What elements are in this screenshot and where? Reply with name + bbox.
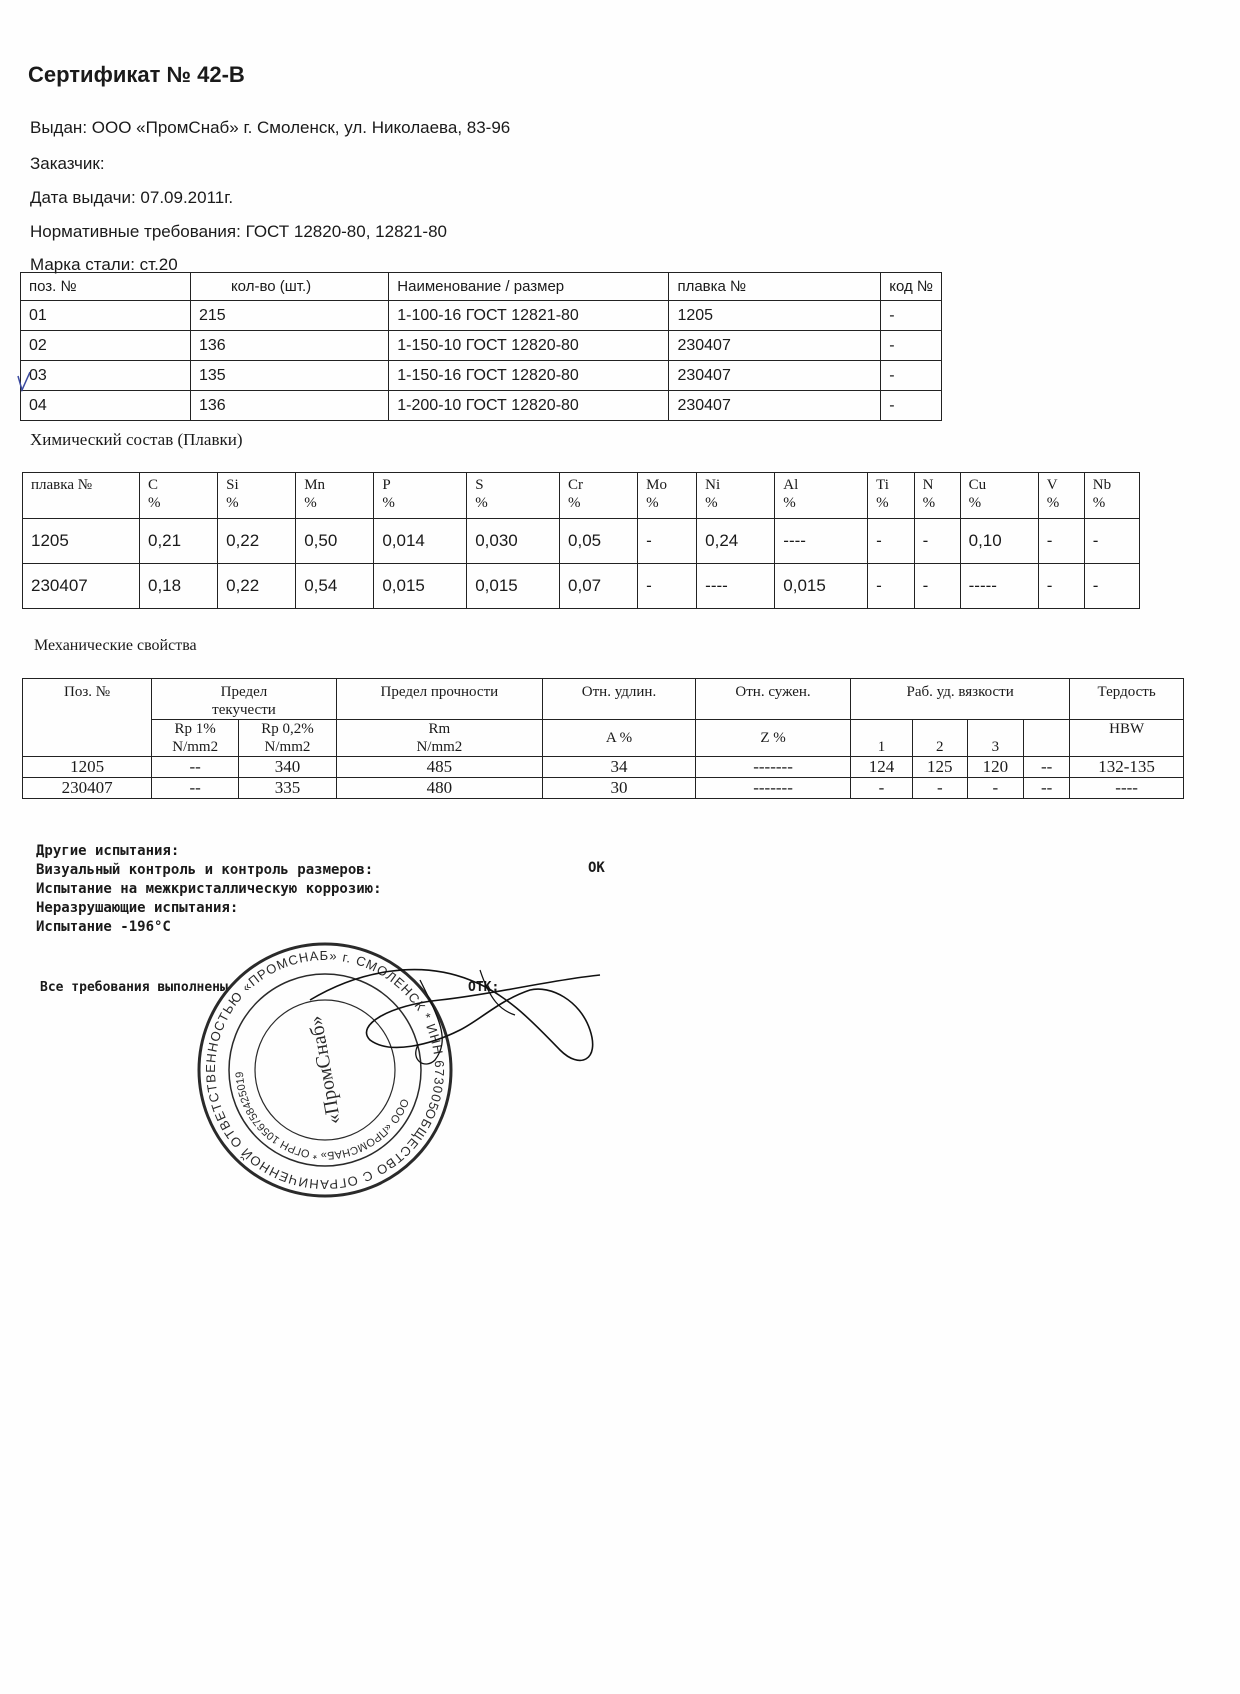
table-row	[21, 331, 942, 361]
table-cell: 0,05	[560, 519, 638, 564]
mech-section-title: Механические свойства	[34, 637, 197, 654]
mech-header-cell: Rp 0,2% N/mm2	[239, 720, 337, 757]
table-cell: 125	[912, 757, 967, 778]
cold-test-label: Испытание -196°С	[36, 919, 171, 935]
table-cell: 230407	[23, 778, 152, 799]
chem-header-row	[23, 473, 1140, 519]
table-cell: -	[881, 361, 942, 391]
requirements-met-label: Все требования выполнены	[40, 980, 228, 995]
table-cell: 340	[239, 757, 337, 778]
table-cell: 485	[336, 757, 542, 778]
table-cell: -	[1084, 564, 1139, 609]
chem-header-cell: Ni %	[697, 473, 775, 519]
chem-header-cell: S %	[467, 473, 560, 519]
table-cell: 30	[542, 778, 695, 799]
mech-header-cell: 2	[912, 720, 967, 757]
table-cell: 230407	[669, 391, 881, 421]
mech-header-cell: Rp 1% N/mm2	[152, 720, 239, 757]
table-cell: -	[638, 564, 697, 609]
table-cell: 0,07	[560, 564, 638, 609]
table-cell: 0,015	[467, 564, 560, 609]
table-cell: 480	[336, 778, 542, 799]
visual-control-result: ОК	[588, 860, 605, 876]
table-cell: 136	[190, 331, 388, 361]
svg-text:«ПромСнаб»: «ПромСнаб»	[304, 1014, 346, 1126]
chem-header-cell: Al %	[775, 473, 868, 519]
corrosion-test-label: Испытание на межкристаллическую коррозию:	[36, 881, 382, 897]
table-cell: 1-200-10 ГОСТ 12820-80	[389, 391, 669, 421]
chem-header-cell: P %	[374, 473, 467, 519]
mech-header-cell: Rm N/mm2	[336, 720, 542, 757]
table-cell: 0,22	[218, 519, 296, 564]
svg-text:ОБЩЕСТВО С ОГРАНИЧЕННОЙ ОТВЕТС: ОБЩЕСТВО С ОГРАНИЧЕННОЙ ОТВЕТСТВЕННОСТЬЮ «ПРОМСНАБ» г. СМОЛЕНСК * ИНН 6730058890	[202, 947, 448, 1193]
chem-header-cell: Cu %	[960, 473, 1038, 519]
chem-header-cell: Ti %	[868, 473, 914, 519]
mech-header-cell: HBW	[1070, 720, 1184, 757]
chem-header-cell: плавка №	[23, 473, 140, 519]
table-cell: 215	[190, 301, 388, 331]
table-cell: -	[881, 331, 942, 361]
table-cell: --	[152, 757, 239, 778]
svg-text:ООО «ПРОМСНАБ» * ОГРН 10567584: ООО «ПРОМСНАБ» * ОГРН 1056758425019	[233, 1071, 411, 1162]
chem-section-title: Химический состав (Плавки)	[30, 430, 243, 449]
table-row	[21, 391, 942, 421]
checkmark-icon	[16, 370, 32, 394]
table-cell: -	[881, 391, 942, 421]
table-cell: 34	[542, 757, 695, 778]
table-cell: -	[868, 519, 914, 564]
table-cell: 230407	[23, 564, 140, 609]
table-cell: 1205	[669, 301, 881, 331]
table-cell: 0,014	[374, 519, 467, 564]
table-row	[23, 757, 1184, 778]
mech-header-cell: A %	[542, 720, 695, 757]
items-table	[20, 272, 942, 421]
table-cell: 02	[21, 331, 191, 361]
table-row	[23, 778, 1184, 799]
steel-grade: Марка стали: ст.20	[30, 255, 178, 274]
table-cell: 0,015	[374, 564, 467, 609]
table-cell: -	[967, 778, 1024, 799]
table-cell: 0,015	[775, 564, 868, 609]
normative-requirements: Нормативные требования: ГОСТ 12820-80, 12821-80	[30, 222, 448, 241]
table-row	[21, 361, 942, 391]
table-cell: 135	[190, 361, 388, 391]
customer-label: Заказчик:	[30, 154, 105, 173]
table-row	[21, 301, 942, 331]
table-cell: -	[881, 301, 942, 331]
table-cell: -	[868, 564, 914, 609]
mech-header-cell: Предел прочности	[336, 679, 542, 720]
mech-header-cell	[1024, 720, 1070, 757]
table-cell: 230407	[669, 331, 881, 361]
table-row	[23, 519, 1140, 564]
table-cell: 0,10	[960, 519, 1038, 564]
chem-header-cell: Si %	[218, 473, 296, 519]
table-cell: --	[1024, 757, 1070, 778]
chem-header-cell: N %	[914, 473, 960, 519]
mech-header-cell: Z %	[696, 720, 851, 757]
mech-header-cell: Отн. удлин.	[542, 679, 695, 720]
mechanical-properties-table	[22, 678, 1184, 799]
table-cell: ----	[697, 564, 775, 609]
chem-header-cell: Nb %	[1084, 473, 1139, 519]
table-cell: -------	[696, 757, 851, 778]
items-header-row	[21, 273, 942, 301]
chemical-composition-table	[22, 472, 1140, 609]
table-cell: 335	[239, 778, 337, 799]
table-cell: 0,22	[218, 564, 296, 609]
chem-header-cell: Mo %	[638, 473, 697, 519]
table-cell: 0,50	[296, 519, 374, 564]
table-cell: -	[914, 519, 960, 564]
mech-header-cell: 1	[851, 720, 913, 757]
table-cell: 230407	[669, 361, 881, 391]
chem-header-cell: V %	[1038, 473, 1084, 519]
chem-header-cell: Mn %	[296, 473, 374, 519]
table-cell: -	[912, 778, 967, 799]
mech-header-cell: Раб. уд. вязкости	[851, 679, 1070, 720]
mech-header-cell: Отн. сужен.	[696, 679, 851, 720]
table-cell: -------	[696, 778, 851, 799]
table-cell: 0,24	[697, 519, 775, 564]
items-header-cell: кол-во (шт.)	[190, 273, 388, 301]
chem-header-cell: C %	[140, 473, 218, 519]
table-cell: -----	[960, 564, 1038, 609]
visual-control-label: Визуальный контроль и контроль размеров:	[36, 862, 374, 878]
items-header-cell: Наименование / размер	[389, 273, 669, 301]
table-cell: ----	[775, 519, 868, 564]
table-cell: 1-100-16 ГОСТ 12821-80	[389, 301, 669, 331]
ndt-label: Неразрушающие испытания:	[36, 900, 239, 916]
items-header-cell: код №	[881, 273, 942, 301]
table-cell: 1-150-10 ГОСТ 12820-80	[389, 331, 669, 361]
other-tests-title: Другие испытания:	[36, 843, 180, 859]
table-cell: 0,18	[140, 564, 218, 609]
otk-label: ОТК:	[468, 980, 500, 995]
table-cell: 04	[21, 391, 191, 421]
table-cell: -	[1038, 564, 1084, 609]
table-cell: -	[914, 564, 960, 609]
table-cell: -	[1084, 519, 1139, 564]
table-cell: --	[152, 778, 239, 799]
table-cell: 1-150-16 ГОСТ 12820-80	[389, 361, 669, 391]
mech-header-row	[23, 679, 1184, 720]
issue-date: Дата выдачи: 07.09.2011г.	[30, 188, 234, 207]
issued-by: Выдан: ООО «ПромСнаб» г. Смоленск, ул. Николаева, 83-96	[30, 118, 511, 137]
table-cell: 1205	[23, 757, 152, 778]
mech-header-cell: Тердость	[1070, 679, 1184, 720]
chem-header-cell: Cr %	[560, 473, 638, 519]
table-cell: ----	[1070, 778, 1184, 799]
table-cell: 136	[190, 391, 388, 421]
items-header-cell: плавка №	[669, 273, 881, 301]
table-cell: --	[1024, 778, 1070, 799]
mech-header-cell: 3	[967, 720, 1024, 757]
table-cell: 03	[21, 361, 191, 391]
signature	[300, 960, 630, 1090]
mech-header-cell: Поз. №	[23, 679, 152, 757]
items-header-cell: поз. №	[21, 273, 191, 301]
table-cell: 120	[967, 757, 1024, 778]
table-cell: 0,030	[467, 519, 560, 564]
table-cell: 0,54	[296, 564, 374, 609]
table-cell: 1205	[23, 519, 140, 564]
table-cell: 0,21	[140, 519, 218, 564]
table-cell: -	[638, 519, 697, 564]
table-cell: 132-135	[1070, 757, 1184, 778]
certificate-title: Сертификат № 42-В	[28, 62, 245, 87]
table-row	[23, 564, 1140, 609]
table-cell: -	[851, 778, 913, 799]
table-cell: 124	[851, 757, 913, 778]
mech-header-cell: Предел текучести	[152, 679, 337, 720]
table-cell: -	[1038, 519, 1084, 564]
table-cell: 01	[21, 301, 191, 331]
